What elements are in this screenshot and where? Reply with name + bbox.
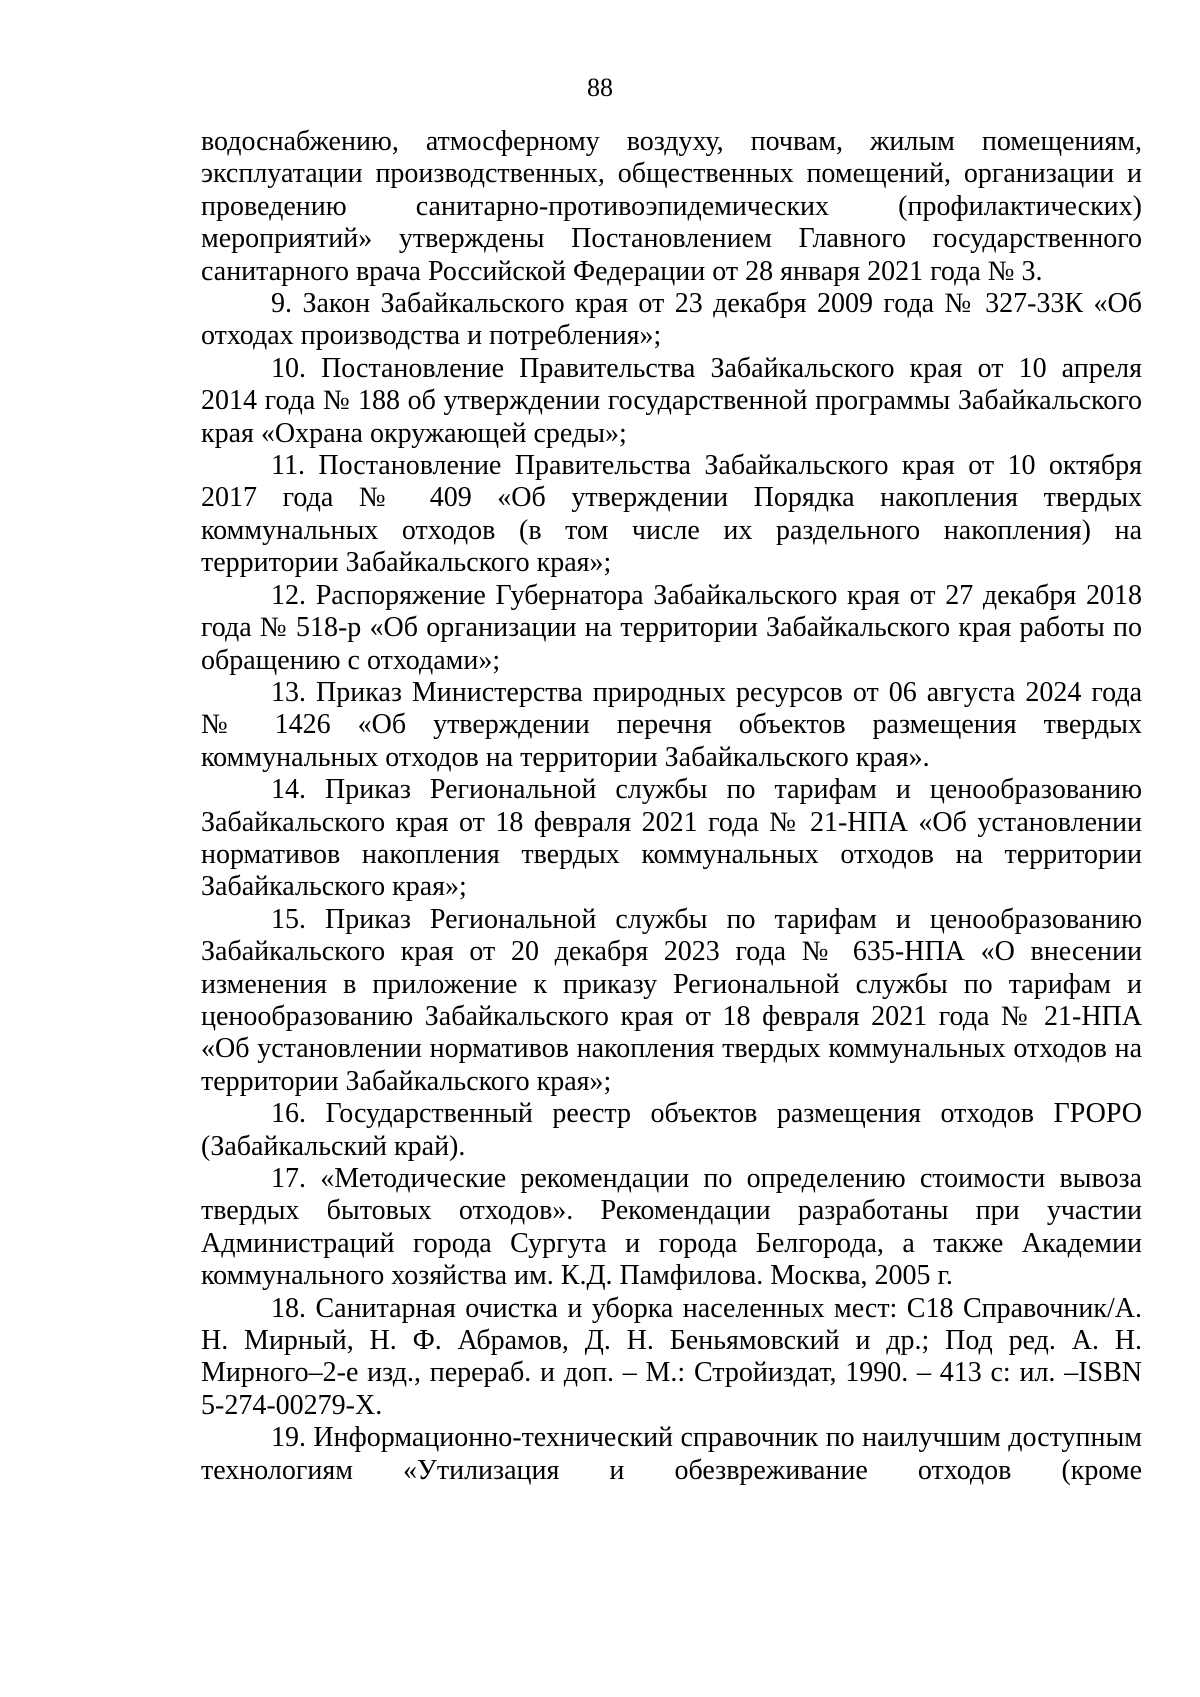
document-paragraph: 19. Информационно-технический справочник по наилучшим доступным технологиям «Утилизация и обезвреживание отходов (кроме [201,1422,1142,1486]
document-paragraph: водоснабжению, атмосферному воздуху, почвам, жилым помещениям, эксплуатации производственных, общественных помещений, организации и проведению санитарно-противоэпидемических (профилактических) мероприятий» утверждены Постановлением Главного государственного санитарного врача Российской Федерации от 28 января 2021 года № 3. [201,126,1142,287]
document-paragraph: 17. «Методические рекомендации по определению стоимости вывоза твердых бытовых отходов». Рекомендации разработаны при участии Администраций города Сургута и города Белгорода, а также Академии коммунального хозяйства им. К.Д. Памфилова. Москва, 2005 г. [201,1163,1142,1292]
document-paragraph: 18. Санитарная очистка и уборка населенных мест: С18 Справочник/А. Н. Мирный, Н. Ф. Абрамов, Д. Н. Беньямовский и др.; Под ред. А. Н. Мирного–2-е изд., перераб. и доп. – М.: Стройиздат, 1990. – 413 с: ил. –ISBN 5-274-00279-X. [201,1292,1142,1421]
document-paragraph: 11. Постановление Правительства Забайкальского края от 10 октября 2017 года № 409 «Об утверждении Порядка накопления твердых коммунальных отходов (в том числе их раздельного накопления) на территории Забайкальского края»; [201,450,1142,579]
page-number: 88 [587,73,613,102]
document-paragraph: 12. Распоряжение Губернатора Забайкальского края от 27 декабря 2018 года № 518-р «Об организации на территории Забайкальского края работы по обращению с отходами»; [201,579,1142,676]
document-paragraph: 10. Постановление Правительства Забайкальского края от 10 апреля 2014 года № 188 об утверждении государственной программы Забайкальского края «Охрана окружающей среды»; [201,352,1142,449]
document-paragraph: 14. Приказ Региональной службы по тарифам и ценообразованию Забайкальского края от 18 февраля 2021 года № 21-НПА «Об установлении нормативов накопления твердых коммунальных отходов на территории Забайкальского края»; [201,774,1142,903]
document-body [201,126,1142,1487]
document-paragraph: 9. Закон Забайкальского края от 23 декабря 2009 года № 327-33К «Об отходах производства и потребления»; [201,288,1142,352]
document-paragraph: 15. Приказ Региональной службы по тарифам и ценообразованию Забайкальского края от 20 декабря 2023 года № 635-НПА «О внесении изменения в приложение к приказу Региональной службы по тарифам и ценообразованию Забайкальского края от 18 февраля 2021 года № 21-НПА «Об установлении нормативов накопления твердых коммунальных отходов на территории Забайкальского края»; [201,903,1142,1097]
document-paragraph: 16. Государственный реестр объектов размещения отходов ГРОРО (Забайкальский край). [201,1098,1142,1162]
document-paragraph: 13. Приказ Министерства природных ресурсов от 06 августа 2024 года № 1426 «Об утверждении перечня объектов размещения твердых коммунальных отходов на территории Забайкальского края». [201,676,1142,773]
